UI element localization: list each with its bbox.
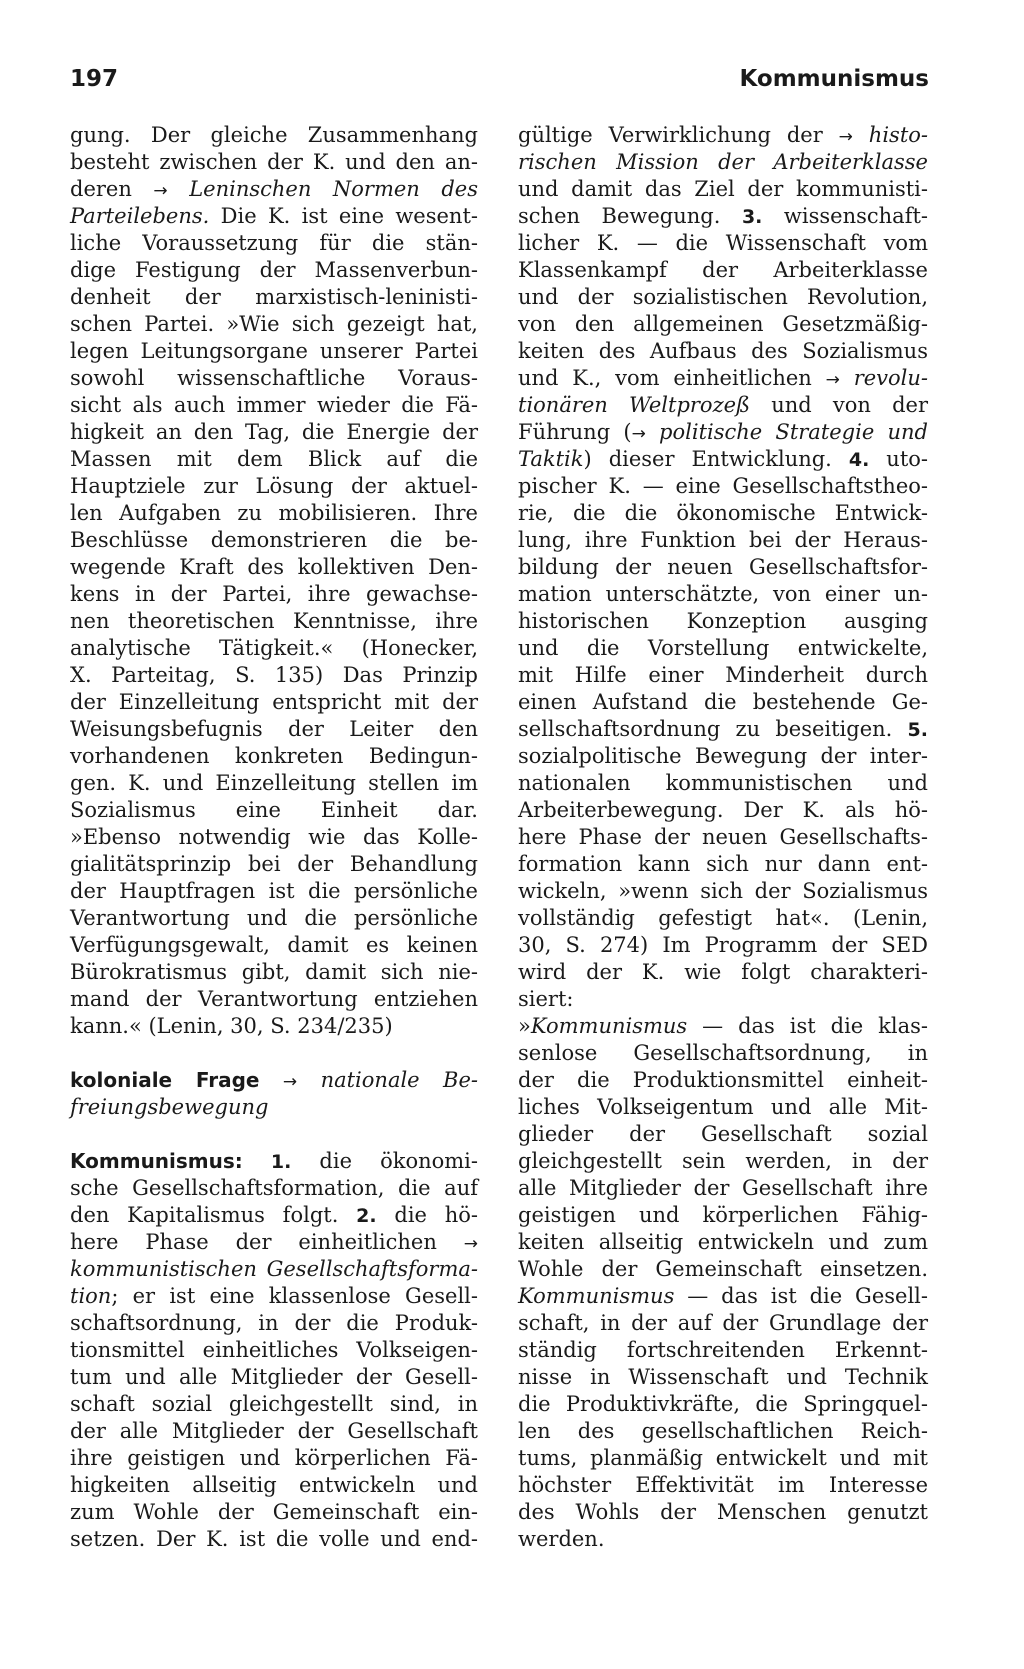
left-column-text-line: Kommunismus: 1. die ökonomi- [70,1149,478,1173]
right-column-text-line: mit Hilfe einer Minderheit durch [518,663,928,687]
right-column-text-line: sellschaftsordnung zu beseitigen. 5. [518,717,928,741]
left-column-text-line: gen. K. und Einzelleitung stellen im [70,771,478,795]
right-column-text-line: formation kann sich nur dann ent- [518,852,928,876]
right-column-text-line: Kommunismus — das ist die Gesell- [518,1284,928,1308]
right-column-text-line: glieder der Gesellschaft sozial [518,1122,928,1146]
right-column-text-line: geistigen und körperlichen Fähig- [518,1203,928,1227]
right-column-text-line: und K., vom einheitlichen → revolu- [518,366,928,390]
right-column-text-line: Arbeiterbewegung. Der K. als hö- [518,798,928,822]
left-column-text-line: Sozialismus eine Einheit dar. [70,798,478,822]
left-column-text-line: schaftsordnung, in der die Produk- [70,1311,478,1335]
right-column-text-line: vollständig gefestigt hat«. (Lenin, [518,906,928,930]
left-column-text-line: X. Parteitag, S. 135) Das Prinzip [70,663,478,687]
left-column-text-line: sicht als auch immer wieder die Fä- [70,393,478,417]
right-column-text-line: rischen Mission der Arbeiterklasse [518,150,928,174]
left-column-text-line: analytische Tätigkeit.« (Honecker, [70,636,478,660]
left-column-text-line: dige Festigung der Massenverbun- [70,258,478,282]
right-column-text-line: here Phase der neuen Gesellschafts- [518,825,928,849]
page-number: 197 [70,66,119,92]
left-column-text-line: sowohl wissenschaftliche Voraus- [70,366,478,390]
left-column-text-line: kens in der Partei, ihre gewachse- [70,582,478,606]
left-column-text-line: higkeiten allseitig entwickeln und [70,1473,478,1497]
right-column-text-line: senlose Gesellschaftsordnung, in [518,1041,928,1065]
right-column-text-line: Klassenkampf der Arbeiterklasse [518,258,928,282]
paragraph-gap [70,1040,478,1067]
left-column-text-line: der Einzelleitung entspricht mit der [70,690,478,714]
right-column-text-line: liches Volkseigentum und alle Mit- [518,1095,928,1119]
right-column-text-line: schaft, in der auf der Grundlage der [518,1311,928,1335]
left-column-text-line: setzen. Der K. ist die volle und end- [70,1527,478,1551]
right-column-text-line: ständig fortschreitenden Erkennt- [518,1338,928,1362]
left-column-text-line: Massen mit dem Blick auf die [70,447,478,471]
right-column-text-line: gleichgestellt sein werden, in der [518,1149,928,1173]
right-column-text-line: pischer K. — eine Gesellschaftstheo- [518,474,928,498]
right-column-text-line: nationalen kommunistischen und [518,771,928,795]
right-column-text-line: Wohle der Gemeinschaft einsetzen. [518,1257,928,1281]
left-column-text-line: »Ebenso notwendig wie das Kolle- [70,825,478,849]
right-column-text-line: der die Produktionsmittel einheit- [518,1068,928,1092]
right-column-text-line: 30, S. 274) Im Programm der SED [518,933,928,957]
left-column-text-line: besteht zwischen der K. und den an- [70,150,478,174]
right-column-text-line: Führung (→ politische Strategie und [518,420,928,444]
right-column-text-line: schen Bewegung. 3. wissenschaft- [518,204,928,228]
right-column-text-line: »Kommunismus — das ist die klas- [518,1014,928,1038]
right-column-text-line: von den allgemeinen Gesetzmäßig- [518,312,928,336]
right-column-text-line: gültige Verwirklichung der → histo- [518,123,928,147]
right-column-text-line: und der sozialistischen Revolution, [518,285,928,309]
left-column-text-line: deren → Leninschen Normen des [70,177,478,201]
left-column-text-line: denheit der marxistisch-leninisti- [70,285,478,309]
right-column-text-line: lung, ihre Funktion bei der Heraus- [518,528,928,552]
right-column-text-line: tionären Weltprozeß und von der [518,393,928,417]
right-column-text-line: wird der K. wie folgt charakteri- [518,960,928,984]
left-column-text-line: Beschlüsse demonstrieren die be- [70,528,478,552]
left-column-text-line: sche Gesellschaftsformation, die auf [70,1176,478,1200]
left-column-text-line: koloniale Frage → nationale Be- [70,1068,478,1092]
right-column-text-line: tums, planmäßig entwickelt und mit [518,1446,928,1470]
left-column-text-line: freiungsbewegung [70,1095,269,1119]
left-column-text-line: Hauptziele zur Lösung der aktuel- [70,474,478,498]
left-column-text-line: Bürokratismus gibt, damit sich nie- [70,960,478,984]
right-column-text-line: siert: [518,987,574,1011]
right-column-text-line: alle Mitglieder der Gesellschaft ihre [518,1176,928,1200]
left-column-text-line: tion; er ist eine klassenlose Gesell- [70,1284,478,1308]
running-head: Kommunismus [739,66,929,92]
left-column-text-line: here Phase der einheitlichen → [70,1230,478,1254]
right-column-text-line: wickeln, »wenn sich der Sozialismus [518,879,928,903]
left-column-text-line: kommunistischen Gesellschaftsforma- [70,1257,478,1281]
right-column-text-line: keiten allseitig entwickeln und zum [518,1230,928,1254]
left-column-text-line: kann.« (Lenin, 30, S. 234/235) [70,1014,393,1038]
right-column-text-line: werden. [518,1527,605,1551]
right-column-text-line: Taktik) dieser Entwicklung. 4. uto- [518,447,928,471]
right-column-text-line: einen Aufstand die bestehende Ge- [518,690,928,714]
left-column-text-line: nen theoretischen Kenntnisse, ihre [70,609,478,633]
left-text-column [70,122,478,1553]
right-column-text-line: des Wohls der Menschen genutzt [518,1500,928,1524]
left-column-text-line: der alle Mitglieder der Gesellschaft [70,1419,478,1443]
left-column-text-line: mand der Verantwortung entziehen [70,987,478,1011]
right-column-text-line: mation unterschätzte, von einer un- [518,582,928,606]
left-column-text-line: vorhandenen konkreten Bedingun- [70,744,478,768]
left-column-text-line: higkeit an den Tag, die Energie der [70,420,478,444]
paragraph-gap [70,1121,478,1148]
right-column-text-line: die Produktivkräfte, die Springquel- [518,1392,928,1416]
right-column-text-line: sozialpolitische Bewegung der inter- [518,744,928,768]
right-column-text-line: höchster Effektivität im Interesse [518,1473,928,1497]
left-column-text-line: zum Wohle der Gemeinschaft ein- [70,1500,478,1524]
left-column-text-line: liche Voraussetzung für die stän- [70,231,478,255]
right-column-text-line: rie, die die ökonomische Entwick- [518,501,928,525]
page-header [70,66,929,96]
right-column-text-line: licher K. — die Wissenschaft vom [518,231,928,255]
left-column-text-line: den Kapitalismus folgt. 2. die hö- [70,1203,478,1227]
left-column-text-line: schen Partei. »Wie sich gezeigt hat, [70,312,478,336]
right-column-text-line: historischen Konzeption ausging [518,609,928,633]
left-column-text-line: wegende Kraft des kollektiven Den- [70,555,478,579]
right-column-text-line: nisse in Wissenschaft und Technik [518,1365,928,1389]
right-column-text-line: und damit das Ziel der kommunisti- [518,177,928,201]
left-column-text-line: gung. Der gleiche Zusammenhang [70,123,478,147]
left-column-text-line: Parteilebens. Die K. ist eine wesent- [70,204,478,228]
right-column-text-line: keiten des Aufbaus des Sozialismus [518,339,928,363]
left-column-text-line: Verantwortung und die persönliche [70,906,478,930]
right-text-column [518,122,928,1553]
left-column-text-line: tionsmittel einheitliches Volkseigen- [70,1338,478,1362]
left-column-text-line: ihre geistigen und körperlichen Fä- [70,1446,478,1470]
right-column-text-line: len des gesellschaftlichen Reich- [518,1419,928,1443]
left-column-text-line: der Hauptfragen ist die persönliche [70,879,478,903]
right-column-text-line: und die Vorstellung entwickelte, [518,636,928,660]
left-column-text-line: legen Leitungsorgane unserer Partei [70,339,478,363]
right-column-text-line: bildung der neuen Gesellschaftsfor- [518,555,928,579]
left-column-text-line: gialitätsprinzip bei der Behandlung [70,852,478,876]
left-column-text-line: Weisungsbefugnis der Leiter den [70,717,478,741]
left-column-text-line: tum und alle Mitglieder der Gesell- [70,1365,478,1389]
left-column-text-line: Verfügungsgewalt, damit es keinen [70,933,478,957]
left-column-text-line: schaft sozial gleichgestellt sind, in [70,1392,478,1416]
left-column-text-line: len Aufgaben zu mobilisieren. Ihre [70,501,478,525]
